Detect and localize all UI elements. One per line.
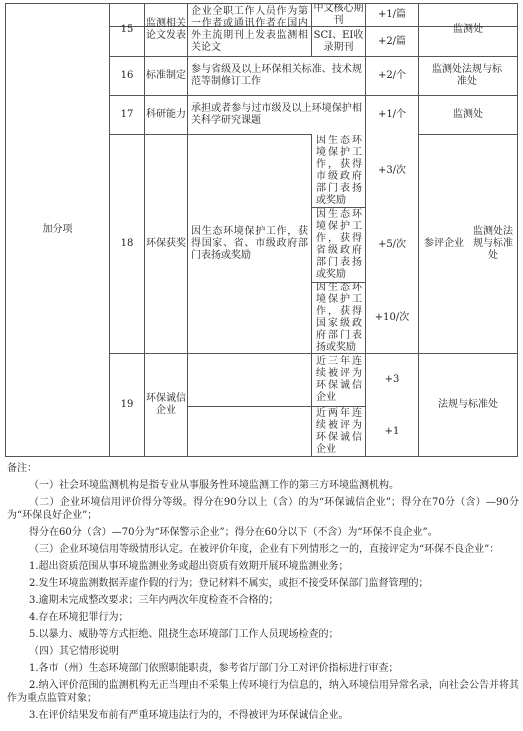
row-no: 16 — [120, 70, 134, 81]
note-item: （四）其它情形说明 — [29, 646, 119, 657]
sub-score: +3/次 — [377, 165, 407, 176]
row-dept: 监测处 — [453, 24, 483, 35]
sub-condition: 因生态环境保护工作，获得市级政府部门表扬或奖励 — [316, 135, 362, 206]
sub-condition: 近三年连续被评为环保诚信企业 — [316, 356, 362, 403]
sub-score: +2/篇 — [377, 35, 407, 47]
note-item: 5.以暴力、威胁等方式拒绝、阻挠生态环境部门工作人员现场检查的； — [29, 629, 339, 640]
row-item: 监测相关论文发表 — [146, 18, 186, 41]
sub-score: +1 — [384, 425, 400, 437]
notes-section — [7, 462, 519, 726]
row-item: 环保诚信企业 — [146, 393, 186, 416]
note-item: （二）企业环境信用评价得分等级。得分在90分以上（含）的为“环保诚信企业”；得分在70分（含）—90分为“环保良好企业”； — [7, 497, 519, 521]
note-item: 3.在评价结果发布前有严重环境违法行为的，不得被评为环保诚信企业。 — [29, 710, 349, 721]
row-description: 企业全职工作人员作为第一作者或通讯作者在国内外主流期刊上发表监测相关论文 — [191, 6, 308, 53]
sub-condition: 中文核心期刊 — [313, 4, 364, 26]
note-item: 2.纳入评价范围的监测机构无正当理由不采集上传环境行为信息的，纳入环境信用异常名录，向社会公告并将其作为重点监管对象； — [7, 680, 519, 704]
row-dept: 监测处法规与标准处 — [432, 64, 502, 87]
row-dept: 监测处法规与标准处 — [473, 226, 513, 261]
sub-condition: SCI、EI收录期刊 — [313, 29, 364, 53]
sub-score: +1/篇 — [377, 9, 407, 20]
sub-score: +3 — [384, 374, 400, 385]
note-item: 得分在60分（含）—70分为“环保警示企业”；得分在60分以下（不含）为“环保不良企业”。 — [29, 527, 438, 538]
note-item: 3.逾期未完成整改要求；三年内两次年度检查不合格的； — [29, 595, 279, 606]
row-dept: 法规与标准处 — [438, 399, 498, 410]
sub-score: +10/次 — [374, 312, 410, 323]
row-item: 环保获奖 — [146, 238, 186, 249]
note-item: （三）企业环境信用等级情形认定。在被评价年度，企业有下列情形之一的，直接评定为“环保不良企业”： — [29, 544, 500, 555]
notes-title: 备注： — [7, 463, 37, 474]
sub-condition: 因生态环境保护工作，获得国家级政府部门表扬或奖励 — [316, 283, 362, 353]
row-description: 承担或者参与过市级及以上环境保护相关科学研究课题 — [191, 103, 362, 126]
note-item: 2.发生环境监测数据弄虚作假的行为；登记材料不属实，或拒不接受环保部门监督管理的； — [29, 578, 429, 589]
scoring-table — [5, 3, 518, 457]
note-item: （一）社会环境监测机构是指专业从事服务性环境监测工作的第三方环境监测机构。 — [29, 480, 399, 491]
category-label: 加分项 — [42, 224, 73, 235]
note-item: 4.存在环境犯罪行为； — [29, 612, 129, 623]
row-item: 标准制定 — [146, 70, 186, 81]
row-no: 17 — [120, 109, 134, 120]
row-no: 15 — [120, 24, 134, 35]
row-no: 19 — [120, 399, 134, 410]
sub-condition: 近两年连续被评为环保诚信企业 — [316, 407, 362, 455]
note-item: 1.各市（州）生态环境部门依照职能职责，参考省厅部门分工对评价指标进行审查； — [29, 663, 399, 674]
note-item: 1.超出资质范围从事环境监测业务或超出资质有效期开展环境监测业务； — [29, 561, 349, 572]
data-source: 参评企业 — [424, 238, 464, 249]
row-dept: 监测处 — [453, 109, 483, 120]
sub-condition: 因生态环境保护工作，获得省级政府部门表扬或奖励 — [316, 209, 362, 280]
row-item: 科研能力 — [146, 109, 186, 120]
row-description: 参与省级及以上环保相关标准、技术规范等制修订工作 — [191, 64, 362, 87]
row-score: +2/个 — [377, 70, 407, 81]
row-score: +1/个 — [377, 109, 407, 120]
row-description: 因生态环境保护工作，获得国家、省、市级政府部门表扬或奖励 — [191, 226, 308, 261]
row-no: 18 — [120, 238, 134, 249]
sub-score: +5/次 — [377, 239, 407, 250]
